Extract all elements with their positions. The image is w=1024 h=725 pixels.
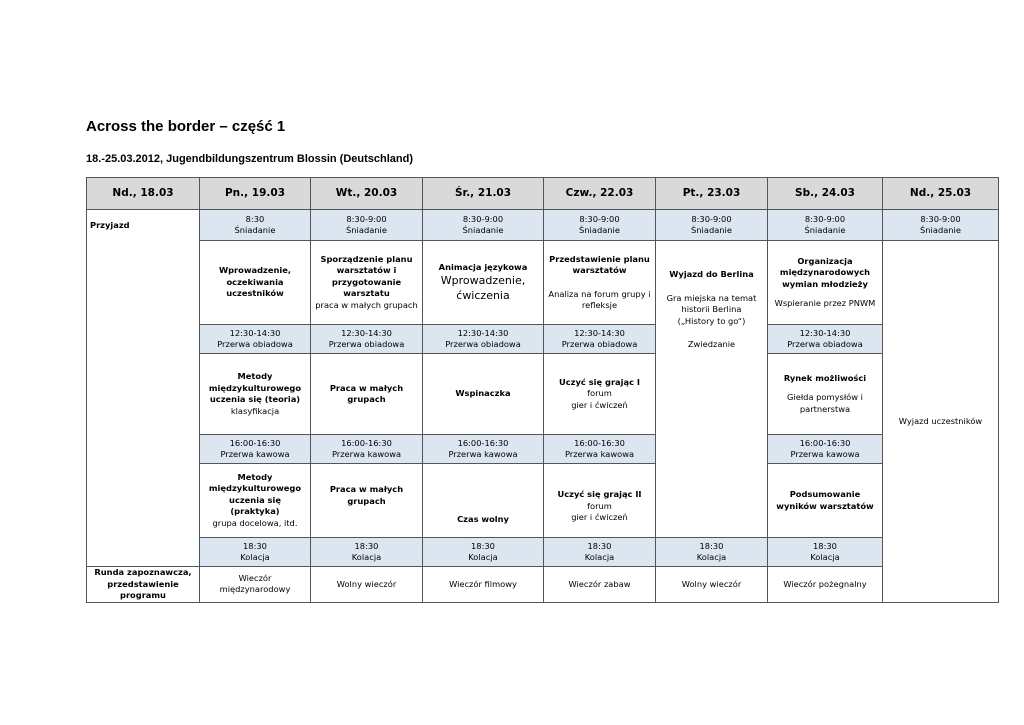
evening-wed: Wieczór filmowy	[423, 567, 544, 603]
session-title: Animacja językowa	[438, 261, 528, 272]
session-title: Uczyć się grając II	[557, 489, 642, 500]
evening-row	[87, 567, 999, 603]
breakfast-label: Śniadanie	[579, 225, 620, 235]
dinner-time: 18:30	[243, 540, 267, 551]
day-header: Czw., 22.03	[544, 178, 656, 210]
breakfast-label: Śniadanie	[804, 225, 846, 235]
arrival-text: Przyjazd	[90, 220, 130, 230]
session-note: forum	[587, 500, 612, 511]
friday-cell	[656, 241, 768, 538]
lunch-label: Przerwa obiadowa	[787, 339, 863, 349]
lunch-label: Przerwa obiadowa	[217, 339, 293, 349]
coffee-time: 16:00-16:30	[341, 437, 392, 448]
session3-row	[87, 464, 999, 538]
dinner-label: Kolacja	[810, 552, 840, 562]
day-header: Wt., 20.03	[311, 178, 423, 210]
dinner-cell	[768, 538, 883, 567]
session-sat-3: Podsumowanie wyników warsztatów	[768, 464, 883, 538]
header-row	[87, 178, 999, 210]
lunch-time: 12:30-14:30	[229, 327, 281, 338]
coffee-cell	[311, 435, 423, 464]
lunch-label: Przerwa obiadowa	[328, 339, 405, 349]
dinner-time: 18:30	[354, 540, 379, 551]
lunch-time: 12:30-14:30	[341, 327, 392, 338]
lunch-cell	[544, 325, 656, 354]
session-wed-1	[423, 241, 544, 325]
breakfast-time: 8:30-9:00	[691, 213, 732, 224]
coffee-cell	[544, 435, 656, 464]
evening-sun: Runda zapoznawcza, przedstawienie programu	[87, 567, 200, 603]
coffee-label: Przerwa kawowa	[220, 449, 290, 459]
session-tue-2: Praca w małych grupach	[311, 354, 423, 435]
breakfast-time: 8:30-9:00	[346, 213, 387, 224]
dinner-row	[87, 538, 999, 567]
dinner-cell	[423, 538, 544, 567]
breakfast-time: 8:30-9:00	[579, 213, 620, 224]
arrival-cell	[87, 210, 200, 567]
session-title: Uczyć się grając I	[559, 376, 640, 387]
breakfast-cell	[768, 210, 883, 241]
day-header: Śr., 21.03	[423, 178, 544, 210]
lunch-time: 12:30-14:30	[457, 327, 509, 338]
dinner-label: Kolacja	[696, 552, 727, 562]
dinner-time: 18:30	[813, 540, 837, 551]
dinner-label: Kolacja	[468, 552, 498, 562]
breakfast-cell	[656, 210, 768, 241]
breakfast-cell	[883, 210, 999, 241]
dinner-cell	[200, 538, 311, 567]
session-title: Metody międzykulturowego uczenia się (praktyka)	[208, 471, 302, 517]
coffee-cell	[423, 435, 544, 464]
session-note: gier i ćwiczeń	[571, 399, 628, 410]
session-note: Analiza na forum grupy i refleksje	[548, 288, 651, 310]
session2-row	[87, 354, 999, 435]
dinner-time: 18:30	[699, 540, 724, 551]
breakfast-row	[87, 210, 999, 241]
session-wed-2: Wspinaczka	[423, 354, 544, 435]
coffee-label: Przerwa kawowa	[331, 449, 402, 459]
evening-sat: Wieczór pożegnalny	[768, 567, 883, 603]
session-mon-3	[200, 464, 311, 538]
lunch-cell	[311, 325, 423, 354]
session-note: klasyfikacja	[230, 405, 280, 416]
breakfast-time: 8:30-9:00	[462, 213, 504, 224]
evening-fri: Wolny wieczór	[656, 567, 768, 603]
page-title: Across the border – część 1	[86, 118, 286, 135]
session-mon-1: Wprowadzenie, oczekiwania uczestników	[200, 241, 311, 325]
coffee-label: Przerwa kawowa	[790, 449, 860, 459]
day-header: Pt., 23.03	[656, 178, 768, 210]
session-sat-1	[768, 241, 883, 325]
breakfast-time: 8:30-9:00	[920, 213, 961, 224]
session-title: Metody międzykulturowego uczenia się (teoria)	[208, 371, 302, 404]
lunch-label: Przerwa obiadowa	[445, 339, 521, 349]
session-note: gier i ćwiczeń	[571, 512, 628, 523]
schedule-table	[86, 177, 999, 603]
lunch-cell	[200, 325, 311, 354]
breakfast-time: 8:30	[245, 213, 265, 224]
session-thu-1	[544, 241, 656, 325]
coffee-cell	[200, 435, 311, 464]
friday-line1: Gra miejska na temat historii Berlina	[666, 292, 757, 314]
coffee-label: Przerwa kawowa	[564, 449, 635, 459]
coffee-time: 16:00-16:30	[229, 437, 281, 448]
session-tue-1	[311, 241, 423, 325]
breakfast-label: Śniadanie	[462, 225, 504, 235]
dinner-time: 18:30	[587, 540, 612, 551]
evening-mon: Wieczór międzynarodowy	[200, 567, 311, 603]
friday-line3: Zwiedzanie	[687, 339, 736, 349]
coffee-cell	[768, 435, 883, 464]
breakfast-label: Śniadanie	[920, 225, 961, 235]
day-header: Sb., 24.03	[768, 178, 883, 210]
dinner-cell	[544, 538, 656, 567]
breakfast-label: Śniadanie	[346, 225, 387, 235]
session-tue-3: Praca w małych grupach	[311, 464, 423, 538]
lunch-cell	[768, 325, 883, 354]
page-subtitle: 18.-25.03.2012, Jugendbildungszentrum Blossin (Deutschland)	[86, 153, 414, 165]
session-title: Rynek możliwości	[783, 372, 867, 383]
evening-thu: Wieczór zabaw	[544, 567, 656, 603]
session-thu-3	[544, 464, 656, 538]
departure-cell	[883, 241, 999, 603]
lunch-label: Przerwa obiadowa	[561, 339, 638, 349]
coffee-label: Przerwa kawowa	[448, 449, 518, 459]
dinner-label: Kolacja	[240, 552, 270, 562]
dinner-label: Kolacja	[351, 552, 382, 562]
session-note: Wspieranie przez PNWM	[774, 298, 876, 308]
lunch-cell	[423, 325, 544, 354]
coffee-row	[87, 435, 999, 464]
dinner-cell	[311, 538, 423, 567]
session-sat-2	[768, 354, 883, 435]
session-note: Wprowadzenie, ćwiczenia	[440, 274, 526, 303]
lunch-time: 12:30-14:30	[799, 327, 851, 338]
dinner-time: 18:30	[471, 540, 495, 551]
coffee-time: 16:00-16:30	[457, 437, 509, 448]
breakfast-cell	[544, 210, 656, 241]
session-note: grupa docelowa, itd.	[212, 517, 298, 528]
day-header: Nd., 25.03	[883, 178, 999, 210]
session-title: Przedstawienie planu warsztatów	[549, 253, 650, 275]
coffee-time: 16:00-16:30	[799, 437, 851, 448]
breakfast-cell	[311, 210, 423, 241]
lunch-row	[87, 325, 999, 354]
dinner-cell	[656, 538, 768, 567]
session-note: forum	[587, 388, 612, 399]
session-note: praca w małych grupach	[315, 299, 418, 310]
breakfast-cell	[423, 210, 544, 241]
breakfast-time: 8:30-9:00	[804, 213, 846, 224]
departure-text: Wyjazd uczestników	[898, 415, 983, 426]
dinner-label: Kolacja	[584, 552, 615, 562]
friday-line2: („History to go“)	[677, 315, 746, 326]
coffee-time: 16:00-16:30	[574, 437, 625, 448]
lunch-time: 12:30-14:30	[574, 327, 625, 338]
day-header: Pn., 19.03	[200, 178, 311, 210]
session-mon-2	[200, 354, 311, 435]
breakfast-label: Śniadanie	[234, 225, 276, 235]
session-thu-2	[544, 354, 656, 435]
session-note: Giełda pomysłów i partnerstwa	[786, 392, 863, 414]
evening-tue: Wolny wieczór	[311, 567, 423, 603]
session-title: Organizacja międzynarodowych wymian młodzieży	[779, 255, 871, 289]
session-title: Sporządzenie planu warsztatów i przygotowanie warsztatu	[320, 253, 413, 299]
session-wed-3: Czas wolny	[423, 464, 544, 538]
friday-title: Wyjazd do Berlina	[669, 269, 754, 279]
day-header: Nd., 18.03	[87, 178, 200, 210]
breakfast-cell	[200, 210, 311, 241]
session1-row	[87, 241, 999, 325]
breakfast-label: Śniadanie	[691, 225, 732, 235]
